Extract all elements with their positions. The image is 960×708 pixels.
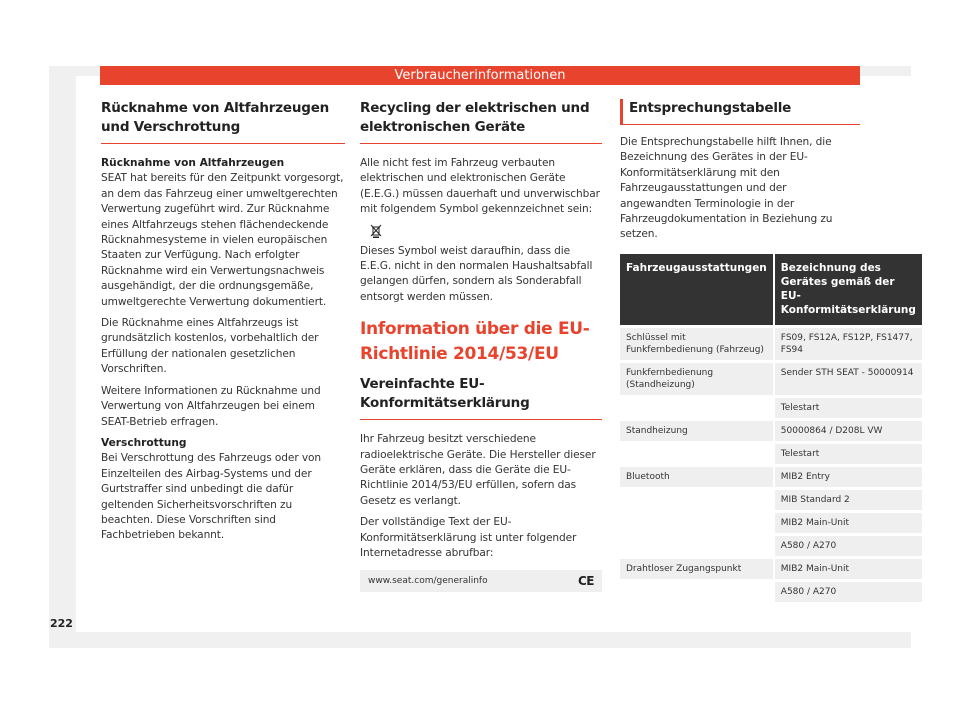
table-row <box>620 513 922 533</box>
heading-text: Recycling der elektrischen und elektronischen Geräte <box>360 100 590 135</box>
table-cell-designation: MIB Standard 2 <box>773 490 922 510</box>
paragraph: Bei Verschrottung des Fahrzeugs oder von Einzelteilen des Airbag-Systems und der Gurtstraffer sind unbedingt die dafür geltenden Sicherheitsvorschriften zu beachten. Diese Vorschriften sind Fachbetrieben bekannt. <box>101 452 322 542</box>
table-cell-equipment <box>620 536 773 556</box>
table-cell-equipment: Standheizung <box>620 421 773 441</box>
table-cell-equipment: Bluetooth <box>620 467 773 487</box>
crossed-bin-icon <box>370 224 382 238</box>
section-heading-correspondence <box>620 99 860 125</box>
table-cell-designation: FS09, FS12A, FS12P, FS1477, FS94 <box>773 328 922 360</box>
table-body <box>620 328 922 602</box>
table-cell-designation: MIB2 Main-Unit <box>773 513 922 533</box>
eu-directive-heading: Information über die EU-Richtlinie 2014/53/EU <box>360 319 590 365</box>
paragraph: Der vollständige Text der EU-Konformitätserklärung ist unter folgender Internetadresse abrufbar: <box>360 516 577 560</box>
conformity-url[interactable]: www.seat.com/generalinfo <box>368 575 488 586</box>
table-cell-designation: Telestart <box>773 444 922 464</box>
table-cell-designation: A580 / A270 <box>773 582 922 602</box>
heading-text: Entsprechungstabelle <box>629 100 792 116</box>
table-cell-equipment <box>620 490 773 510</box>
paragraph: Dieses Symbol weist daraufhin, dass die E.E.G. nicht in den normalen Haushaltsabfall gelangen dürfen, sondern als Sonderabfall entsorgt werden müssen. <box>360 244 593 303</box>
table-row <box>620 490 922 510</box>
table-cell-equipment <box>620 444 773 464</box>
table-row <box>620 421 922 441</box>
column-vehicle-takeback <box>101 99 345 550</box>
section-heading-conformity <box>360 375 602 420</box>
table-row <box>620 467 922 487</box>
section-heading-recycling <box>360 99 602 144</box>
page-number: 222 <box>50 617 73 630</box>
paragraph: SEAT hat bereits für den Zeitpunkt vorgesorgt, an dem das Fahrzeug einer umweltgerechten Verwertung zugeführt wird. Zur Rücknahme eines Altfahrzeugs stehen flächendeckende Rücknahmesysteme in vielen europäischen Staaten zur Verfügung. Nach erfolgter Rücknahme wird ein Verwertungsnachweis ausgehändigt, der die ordnungsgemäße, umweltgerechte Verwertung dokumentiert. <box>101 172 344 308</box>
table-header-designation: Bezeichnung des Gerätes gemäß der EU-Konformitätserklärung <box>773 254 922 325</box>
table-cell-designation: A580 / A270 <box>773 536 922 556</box>
table-row <box>620 444 922 464</box>
ce-mark-icon: CE <box>577 573 594 588</box>
paragraph: Die Entsprechungstabelle hilft Ihnen, die Bezeichnung des Gerätes in der EU-Konformitätserklärung mit den Fahrzeugausstattungen und der angewandten Terminologie in der Fahrzeugdokumentation in Beziehung zu setzen. <box>620 136 833 241</box>
table-header-equipment: Fahrzeugausstattungen <box>620 254 773 325</box>
table-cell-equipment <box>620 513 773 533</box>
table-cell-designation: 50000864 / D208L VW <box>773 421 922 441</box>
table-row <box>620 398 922 418</box>
section-heading-takeback <box>101 99 345 144</box>
subheading-scrapping: Verschrottung <box>101 436 187 449</box>
table-cell-equipment <box>620 398 773 418</box>
table-cell-equipment: Drahtloser Zugangspunkt <box>620 559 773 579</box>
table-cell-equipment: Schlüssel mit Funkfernbedienung (Fahrzeug) <box>620 328 773 360</box>
heading-text: Vereinfachte EU-Konformitätserklärung <box>360 376 530 412</box>
table-row <box>620 536 922 556</box>
url-box <box>360 570 602 592</box>
chapter-header: Verbraucherinformationen <box>100 66 860 85</box>
subheading-takeback: Rücknahme von Altfahrzeugen <box>101 157 285 169</box>
table-header-row <box>620 254 922 325</box>
paragraph: Ihr Fahrzeug besitzt verschiedene radioelektrische Geräte. Die Hersteller dieser Geräte erklären, dass die Geräte die EU-Richtlinie 2014/53/EU erfüllen, sofern das Gesetz es verlangt. <box>360 433 596 507</box>
table-row <box>620 559 922 579</box>
table-row <box>620 363 922 395</box>
paragraph: Weitere Informationen zu Rücknahme und Verwertung von Altfahrzeugen bei einem SEAT-Betrieb erfragen. <box>101 384 321 428</box>
correspondence-table <box>620 251 922 605</box>
table-cell-designation: Sender STH SEAT - 50000914 <box>773 363 922 395</box>
paragraph: Die Rücknahme eines Altfahrzeugs ist grundsätzlich kostenlos, vorbehaltlich der Erfüllung der nationalen gesetzlichen Vorschriften. <box>101 317 319 376</box>
paragraph: Alle nicht fest im Fahrzeug verbauten elektrischen und elektronischen Geräte (E.E.G.) müssen dauerhaft und unverwischbar mit folgendem Symbol gekennzeichnet sein: <box>360 157 600 216</box>
table-row <box>620 328 922 360</box>
table-cell-designation: MIB2 Main-Unit <box>773 559 922 579</box>
table-cell-designation: Telestart <box>773 398 922 418</box>
table-cell-equipment: Funkfernbedienung (Standheizung) <box>620 363 773 395</box>
table-cell-designation: MIB2 Entry <box>773 467 922 487</box>
table-row <box>620 582 922 602</box>
table-cell-equipment <box>620 582 773 602</box>
column-correspondence <box>620 99 916 605</box>
heading-text: Rücknahme von Altfahrzeugen und Verschrottung <box>101 100 330 135</box>
column-recycling <box>360 99 602 592</box>
